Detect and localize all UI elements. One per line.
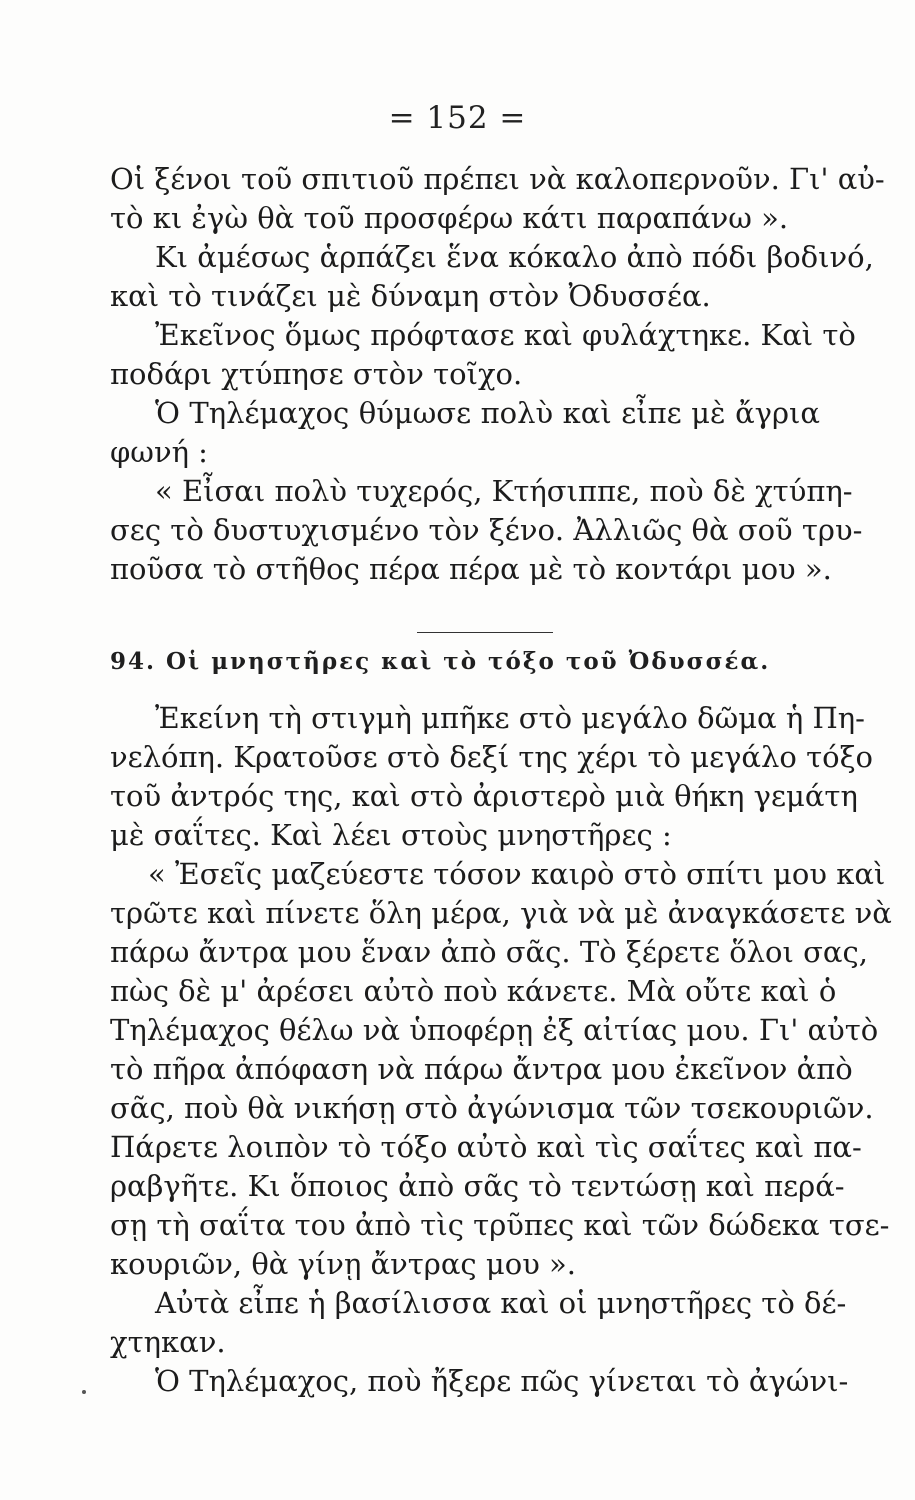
text-line: φωνή : [110, 435, 208, 469]
margin-dot [82, 1390, 86, 1394]
text-line: τρῶτε καὶ πίνετε ὅλη μέρα, γιὰ νὰ μὲ ἀναγκάσετε νὰ [110, 896, 892, 930]
chapter-heading: 94. Οἱ μνηστῆρες καὶ τὸ τόξο τοῦ Ὀδυσσέα. [110, 648, 771, 675]
text-line: πάρω ἄντρα μου ἕναν ἀπὸ σᾶς. Τὸ ξέρετε ὅλοι σας, [110, 935, 868, 969]
text-line: ποῦσα τὸ στῆθος πέρα πέρα μὲ τὸ κοντάρι μου ». [110, 552, 832, 586]
text-line: καὶ τὸ τινάζει μὲ δύναμη στὸν Ὀδυσσέα. [110, 279, 711, 313]
text-line: Οἱ ξένοι τοῦ σπιτιοῦ πρέπει νὰ καλοπερνοῦν. Γι' αὐ- [110, 162, 885, 196]
text-line: Ἐκεῖνος ὅμως πρόφτασε καὶ φυλάχτηκε. Καὶ τὸ [155, 318, 856, 352]
text-line: Πάρετε λοιπὸν τὸ τόξο αὐτὸ καὶ τὶς σαΐτες καὶ πα- [110, 1130, 862, 1164]
text-line: τὸ πῆρα ἀπόφαση νὰ πάρω ἄντρα μου ἐκεῖνον ἀπὸ [110, 1052, 853, 1086]
text-line: Αὐτὰ εἶπε ἡ βασίλισσα καὶ οἱ μνηστῆρες τὸ δέ- [155, 1286, 847, 1320]
text-line: τοῦ ἀντρός της, καὶ στὸ ἀριστερὸ μιὰ θήκη γεμάτη [110, 779, 858, 813]
text-line: πὼς δὲ μ' ἀρέσει αὐτὸ ποὺ κάνετε. Μὰ οὔτε καὶ ὁ [110, 974, 837, 1008]
text-block-top [110, 160, 885, 589]
text-line: τὸ κι ἐγὼ θὰ τοῦ προσφέρω κάτι παραπάνω ». [110, 201, 789, 235]
text-line: σες τὸ δυστυχισμένο τὸν ξένο. Ἀλλιῶς θὰ σοῦ τρυ- [110, 513, 863, 547]
text-line: νελόπη. Κρατοῦσε στὸ δεξί της χέρι τὸ μεγάλο τόξο [110, 740, 874, 774]
text-line: Τηλέμαχος θέλω νὰ ὑποφέρῃ ἐξ αἰτίας μου. Γι' αὐτὸ [110, 1013, 879, 1047]
text-line: ραβγῆτε. Κι ὅποιος ἀπὸ σᾶς τὸ τεντώσῃ καὶ περά- [110, 1169, 845, 1203]
text-line: Κι ἀμέσως ἁρπάζει ἕνα κόκαλο ἀπὸ πόδι βοδινό, [155, 240, 874, 274]
page-number: = 152 = [388, 100, 527, 136]
text-line: Ὁ Τηλέμαχος, ποὺ ἤξερε πῶς γίνεται τὸ ἀγώνι- [155, 1364, 849, 1398]
text-line: Ἐκείνη τὴ στιγμὴ μπῆκε στὸ μεγάλο δῶμα ἡ Πη- [155, 701, 865, 735]
text-line: ποδάρι χτύπησε στὸν τοῖχο. [110, 357, 523, 391]
text-line: « Εἶσαι πολὺ τυχερός, Κτήσιππε, ποὺ δὲ χτύπη- [155, 474, 853, 508]
text-line: « Ἐσεῖς μαζεύεστε τόσον καιρὸ στὸ σπίτι μου καὶ [148, 857, 886, 891]
text-line: Ὁ Τηλέμαχος θύμωσε πολὺ καὶ εἶπε μὲ ἄγρια [155, 396, 820, 430]
text-line: σᾶς, ποὺ θὰ νικήσῃ στὸ ἀγώνισμα τῶν τσεκουριῶν. [110, 1091, 874, 1125]
text-line: χτηκαν. [110, 1325, 226, 1359]
text-line: σῃ τὴ σαΐτα του ἀπὸ τὶς τρῦπες καὶ τῶν δώδεκα τσε- [110, 1208, 890, 1242]
text-block-bottom [110, 699, 892, 1401]
section-divider [417, 632, 553, 633]
text-line: μὲ σαΐτες. Καὶ λέει στοὺς μνηστῆρες : [110, 818, 672, 852]
text-line: κουριῶν, θὰ γίνῃ ἄντρας μου ». [110, 1247, 576, 1281]
